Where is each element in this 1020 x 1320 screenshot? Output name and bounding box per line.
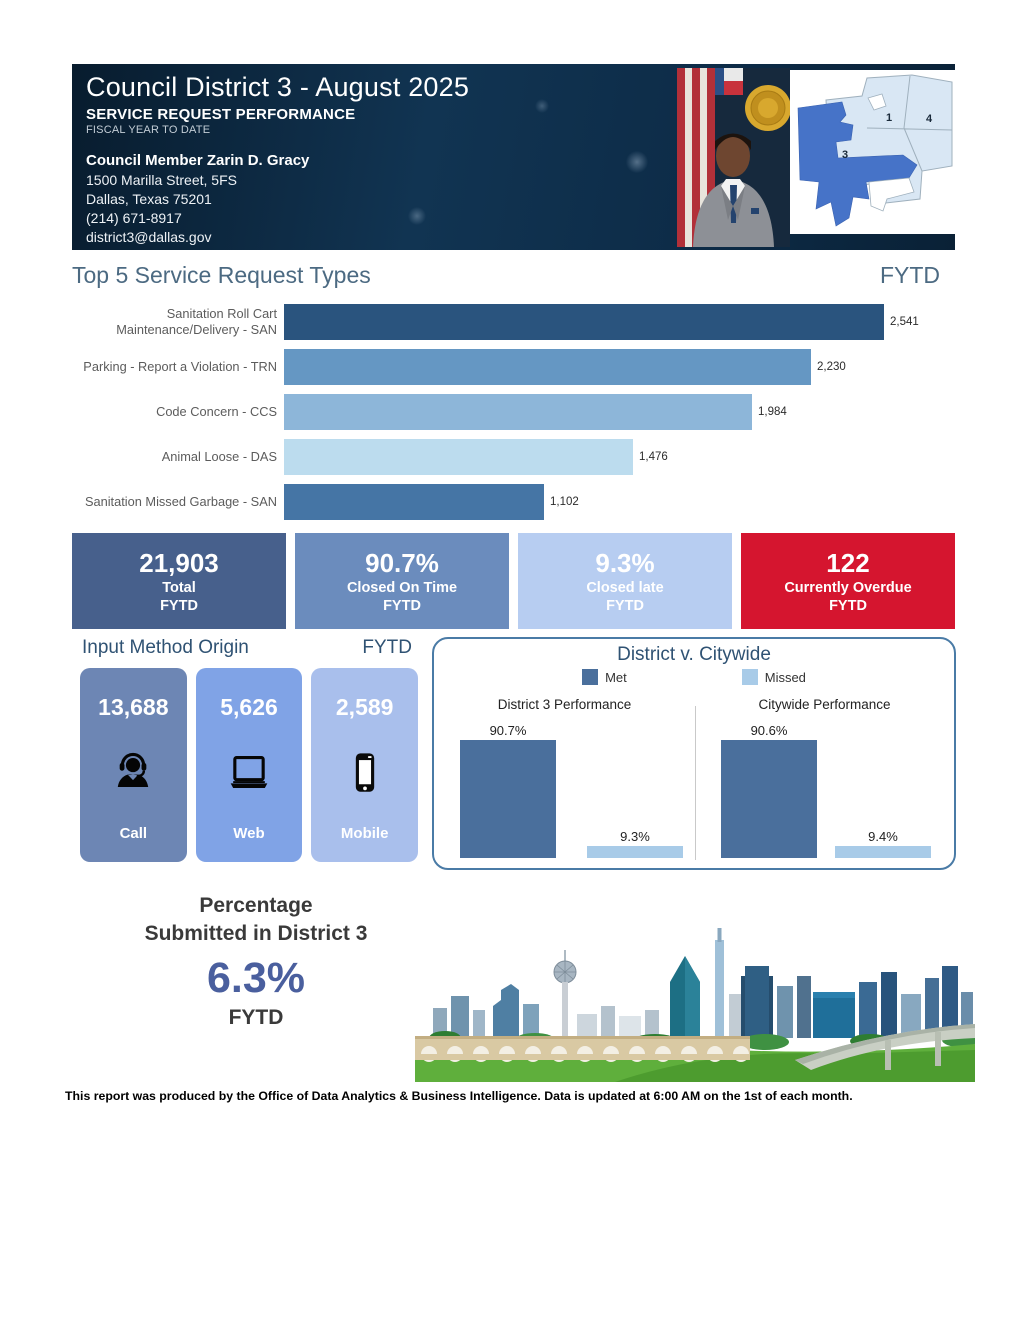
page-title: Council District 3 - August 2025 xyxy=(86,72,470,102)
kpi-label: Closed On Time xyxy=(346,580,458,597)
citywide-missed-bar-group xyxy=(835,829,931,858)
bar-value-label: 9.4% xyxy=(868,829,898,844)
bar-category-label: Sanitation Missed Garbage - SAN xyxy=(84,493,277,509)
council-member-name: Council Member Zarin D. Gracy xyxy=(86,152,310,169)
bar-row xyxy=(72,299,972,344)
percentage-title-line1: Percentage xyxy=(199,894,313,917)
percentage-title-line2: Submitted in District 3 xyxy=(144,922,368,946)
bar xyxy=(587,846,683,858)
comparison-chart-legend xyxy=(434,669,954,685)
bar-value-label: 1,984 xyxy=(758,405,787,418)
kpi-period: FYTD xyxy=(606,598,644,615)
bar xyxy=(284,394,752,430)
input-card-mobile xyxy=(311,668,418,862)
top5-bar-chart xyxy=(72,299,972,524)
input-card-call xyxy=(80,668,187,862)
bar-value-label: 90.7% xyxy=(489,723,527,738)
bar xyxy=(835,846,931,858)
district-map xyxy=(790,70,955,234)
map-label-district-4: 4 xyxy=(926,113,933,125)
kpi-label: Currently Overdue xyxy=(784,580,912,597)
citywide-met-bar-group xyxy=(721,723,817,858)
kpi-card-row xyxy=(72,533,955,629)
kpi-period: FYTD xyxy=(160,598,198,615)
district3-missed-bar-group xyxy=(587,829,683,858)
percentage-value: 6.3% xyxy=(206,953,305,1002)
bar-row xyxy=(72,389,972,434)
missed-swatch-icon xyxy=(742,669,758,685)
legend-item-met xyxy=(582,669,627,685)
percentage-period: FYTD xyxy=(228,1005,284,1029)
bar-value-label: 2,541 xyxy=(890,315,919,328)
bar-row xyxy=(72,344,972,389)
input-card-web xyxy=(196,668,303,862)
bar-row xyxy=(72,434,972,479)
bar-value-label: 2,230 xyxy=(817,360,846,373)
district-vs-citywide-panel xyxy=(432,637,956,870)
legend-item-missed xyxy=(742,669,806,685)
header-banner xyxy=(72,64,955,250)
address-line-1: 1500 Marilla Street, 5FS xyxy=(86,172,237,189)
top5-section-header xyxy=(72,262,940,289)
legend-label: Met xyxy=(605,669,627,685)
kpi-closed-late xyxy=(518,533,732,629)
comparison-chart-title: District v. Citywide xyxy=(617,644,771,665)
kpi-label: Closed late xyxy=(586,580,664,597)
council-member-photo xyxy=(677,68,790,247)
email-address: district3@dallas.gov xyxy=(86,229,212,246)
kpi-label: Total xyxy=(162,580,196,597)
subchart-divider xyxy=(695,706,696,860)
page-subtitle: SERVICE REQUEST PERFORMANCE xyxy=(86,106,356,123)
portrait-illustration xyxy=(677,68,790,247)
call-agent-icon xyxy=(104,746,162,800)
bar xyxy=(460,740,556,858)
kpi-total xyxy=(72,533,286,629)
bar-value-label: 1,102 xyxy=(550,495,579,508)
bar xyxy=(284,484,544,520)
citywide-subchart-title: Citywide Performance xyxy=(758,697,891,712)
district-map-illustration xyxy=(790,70,955,234)
kpi-value: 122 xyxy=(826,547,870,578)
bar-value-label: 9.3% xyxy=(620,829,650,844)
phone-number: (214) 671-8917 xyxy=(86,210,182,227)
page-period: FISCAL YEAR TO DATE xyxy=(86,124,211,136)
kpi-currently-overdue xyxy=(741,533,955,629)
footer-note: This report was produced by the Office of Data Analytics & Business Intelligence. Data is updated at 6:00 AM on the 1st of each month. xyxy=(65,1089,853,1103)
map-label-district-1: 1 xyxy=(886,112,893,124)
bar-category-label: Parking - Report a Violation - TRN xyxy=(83,358,277,374)
input-method-period: FYTD xyxy=(362,637,412,658)
map-label-district-3: 3 xyxy=(842,149,849,161)
top5-title: Top 5 Service Request Types xyxy=(72,262,371,288)
legend-label: Missed xyxy=(764,669,806,685)
contact-block xyxy=(86,151,666,248)
top5-period: FYTD xyxy=(879,262,940,288)
bar xyxy=(284,349,811,385)
kpi-value: 9.3% xyxy=(595,547,655,578)
district3-subchart-title: District 3 Performance xyxy=(497,697,632,712)
input-card-value: 13,688 xyxy=(98,694,169,720)
input-card-label: Call xyxy=(119,825,148,842)
dallas-skyline-image xyxy=(415,920,975,1082)
bar-value-label: 1,476 xyxy=(639,450,668,463)
input-card-value: 5,626 xyxy=(220,694,278,720)
input-method-title: Input Method Origin xyxy=(82,637,249,658)
kpi-value: 21,903 xyxy=(139,547,219,578)
kpi-period: FYTD xyxy=(383,598,421,615)
district3-met-bar-group xyxy=(460,723,556,858)
smartphone-icon xyxy=(336,746,394,800)
input-method-section-header xyxy=(82,637,412,659)
bar xyxy=(721,740,817,858)
address-line-2: Dallas, Texas 75201 xyxy=(86,191,212,208)
skyline-illustration xyxy=(415,920,975,1082)
kpi-closed-on-time xyxy=(295,533,509,629)
bar-category-label: Sanitation Roll Cart Maintenance/Delivery - SAN xyxy=(116,305,277,337)
comparison-chart-area xyxy=(434,694,954,868)
input-method-cards xyxy=(80,668,418,862)
bar-row xyxy=(72,479,972,524)
input-card-label: Mobile xyxy=(340,825,389,842)
bar-value-label: 90.6% xyxy=(750,723,788,738)
met-swatch-icon xyxy=(582,669,598,685)
kpi-value: 90.7% xyxy=(365,547,439,578)
kpi-period: FYTD xyxy=(829,598,867,615)
laptop-icon xyxy=(220,746,278,800)
input-card-label: Web xyxy=(233,825,265,842)
percentage-submitted-block xyxy=(72,892,440,1030)
bar xyxy=(284,304,884,340)
bar-category-label: Animal Loose - DAS xyxy=(161,448,277,464)
input-card-value: 2,589 xyxy=(335,694,394,720)
header-text-block xyxy=(86,72,666,248)
bar-category-label: Code Concern - CCS xyxy=(156,403,277,419)
bar xyxy=(284,439,633,475)
